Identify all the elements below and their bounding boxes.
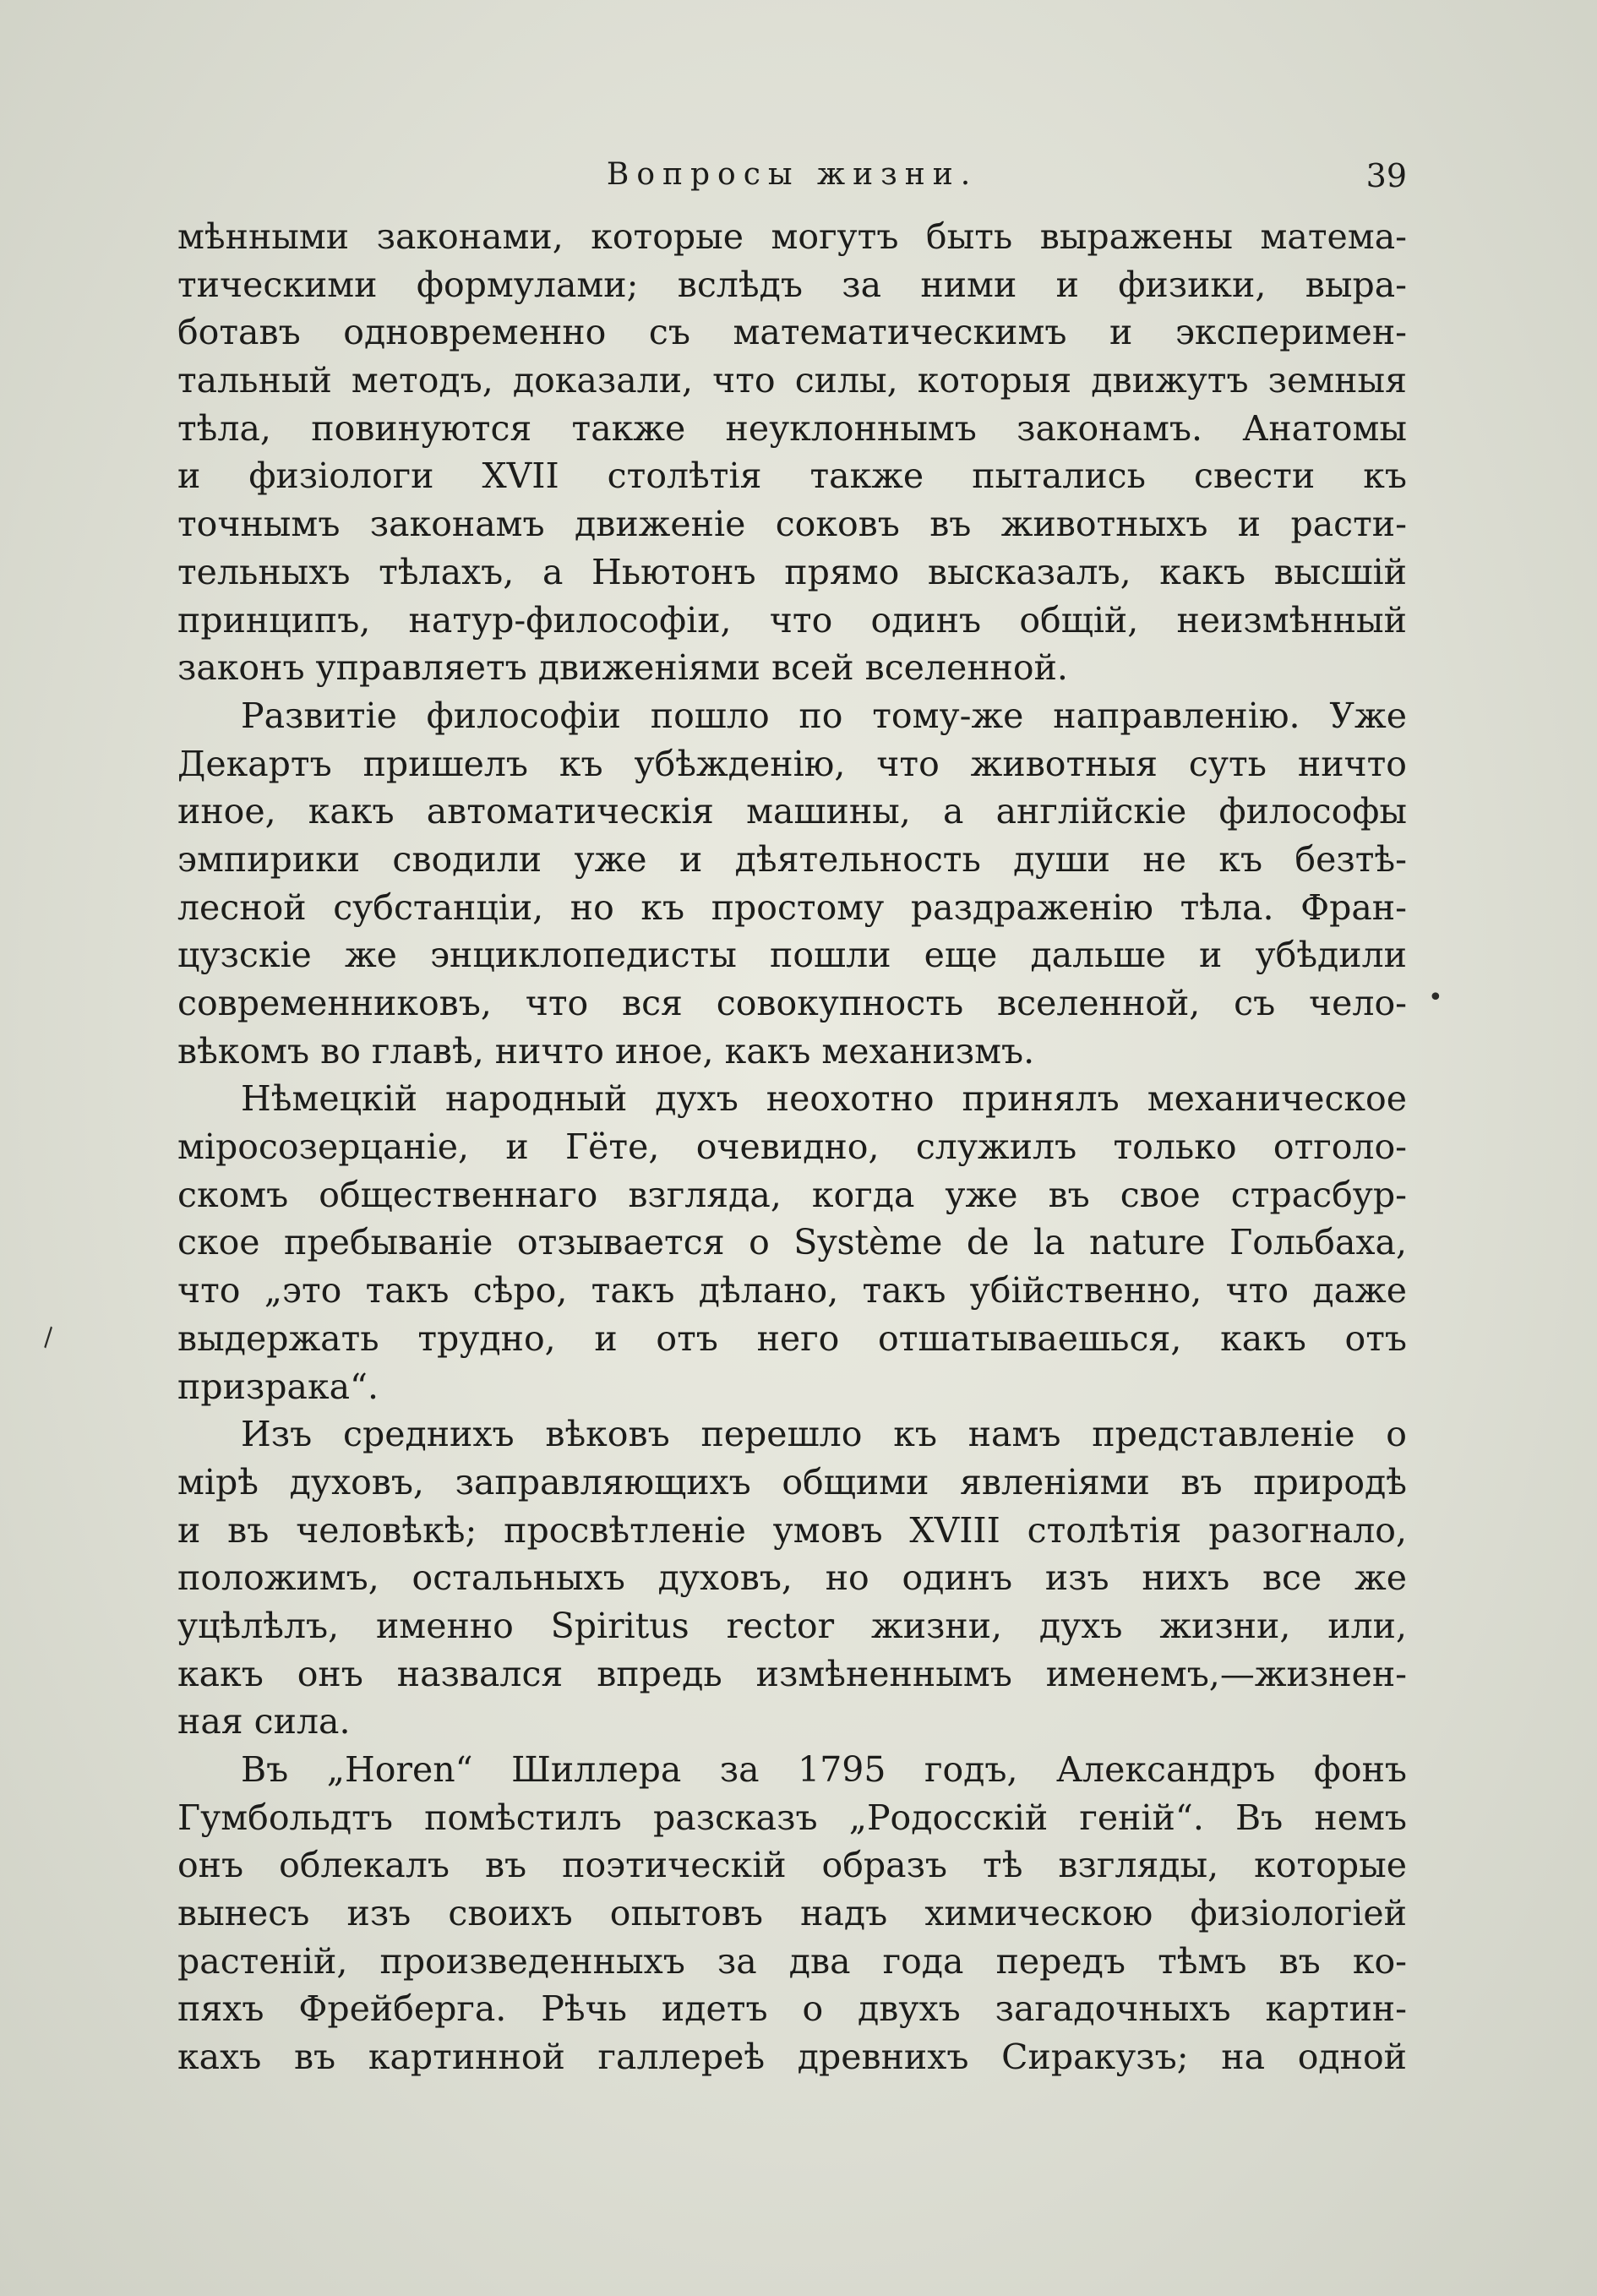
text-line: тѣла, повинуются также неуклоннымъ законамъ. Анатомы — [177, 407, 1407, 449]
text-line: положимъ, остальныхъ духовъ, но одинъ изъ нихъ все же — [177, 1557, 1407, 1599]
text-line: уцѣлѣлъ, именно Spiritus rector жизни, духъ жизни, или, — [177, 1605, 1407, 1646]
text-line: міросозерцаніе, и Гёте, очевидно, служилъ только отголо- — [177, 1126, 1407, 1168]
text-line: принципъ, натур-философіи, что одинъ общій, неизмѣнный — [177, 599, 1407, 641]
text-line: лесной субстанціи, но къ простому раздраженію тѣла. Фран- — [177, 886, 1407, 928]
text-line: онъ облекалъ въ поэтическій образъ тѣ взгляды, которые — [177, 1845, 1407, 1886]
text-line: Развитіе философіи пошло по тому-же направленію. Уже — [241, 695, 1407, 736]
text-line: и въ человѣкѣ; просвѣтленіе умовъ XVIII столѣтія разогнало, — [177, 1509, 1407, 1551]
text-line: вынесъ изъ своихъ опытовъ надъ химическою физіологіей — [177, 1893, 1407, 1934]
running-title: Вопросы жизни. — [606, 157, 978, 192]
text-line: современниковъ, что вся совокупность вселенной, съ чело- — [177, 983, 1407, 1023]
text-line: тальный методъ, доказали, что силы, которыя движутъ земныя — [177, 360, 1407, 401]
text-line: Декартъ пришелъ къ убѣжденію, что животныя суть ничто — [177, 743, 1407, 784]
text-line: скомъ общественнаго взгляда, когда уже въ свое страсбур- — [177, 1174, 1407, 1215]
text-line: тическими формулами; вслѣдъ за ними и физики, выра- — [177, 264, 1407, 305]
body-text — [177, 213, 1407, 2081]
text-line: что „это такъ сѣро, такъ дѣлано, такъ убійственно, что даже — [177, 1270, 1407, 1312]
text-line: законъ управляетъ движеніями всей вселенной. — [177, 647, 1068, 689]
text-line: растеній, произведенныхъ за два года передъ тѣмъ въ ко- — [177, 1940, 1407, 1982]
text-line: кахъ въ картинной галлереѣ древнихъ Сиракузъ; на одной — [177, 2037, 1407, 2078]
text-line: ная сила. — [177, 1701, 351, 1742]
text-line: какъ онъ назвался впредь измѣненнымъ именемъ,—жизнен- — [177, 1653, 1407, 1694]
text-line: тельныхъ тѣлахъ, а Ньютонъ прямо высказалъ, какъ высшій — [177, 551, 1407, 592]
text-line: ботавъ одновременно съ математическимъ и эксперимен- — [177, 312, 1407, 353]
text-line: мірѣ духовъ, заправляющихъ общими явленіями въ природѣ — [177, 1461, 1407, 1502]
text-line: мѣнными законами, которые могутъ быть выражены матема- — [177, 216, 1407, 257]
text-line: и физіологи XVII столѣтія также пытались свести къ — [177, 455, 1407, 497]
text-line: вѣкомъ во главѣ, ничто иное, какъ механизмъ. — [177, 1030, 1035, 1072]
text-line: цузскіе же энциклопедисты пошли еще дальше и убѣдили — [177, 935, 1407, 976]
text-line: Изъ среднихъ вѣковъ перешло къ намъ представленіе о — [241, 1414, 1407, 1455]
text-line: Въ „Horen“ Шиллера за 1795 годъ, Александръ фонъ — [241, 1749, 1407, 1790]
page-number: 39 — [1365, 157, 1407, 194]
text-line: выдержать трудно, и отъ него отшатываешься, какъ отъ — [177, 1317, 1407, 1359]
text-line: эмпирики сводили уже и дѣятельность души не къ безтѣ- — [177, 838, 1407, 880]
text-line: Нѣмецкій народный духъ неохотно принялъ механическое — [241, 1078, 1407, 1120]
text-line: точнымъ законамъ движеніе соковъ въ животныхъ и расти- — [177, 504, 1407, 545]
text-line: призрака“. — [177, 1366, 379, 1407]
text-line: пяхъ Фрейберга. Рѣчь идетъ о двухъ загадочныхъ картин- — [177, 1988, 1407, 2030]
text-line: ское пребываніе отзывается о Système de la nature Гольбаха, — [177, 1222, 1407, 1263]
text-line: иное, какъ автоматическія машины, а англійскіе философы — [177, 791, 1407, 832]
running-head — [177, 150, 1407, 201]
margin-dot-mark: • — [1428, 983, 1443, 1012]
margin-tick-mark: \ — [35, 1323, 61, 1352]
text-line: Гумбольдтъ помѣстилъ разсказъ „Родосскій геній“. Въ немъ — [177, 1797, 1407, 1838]
